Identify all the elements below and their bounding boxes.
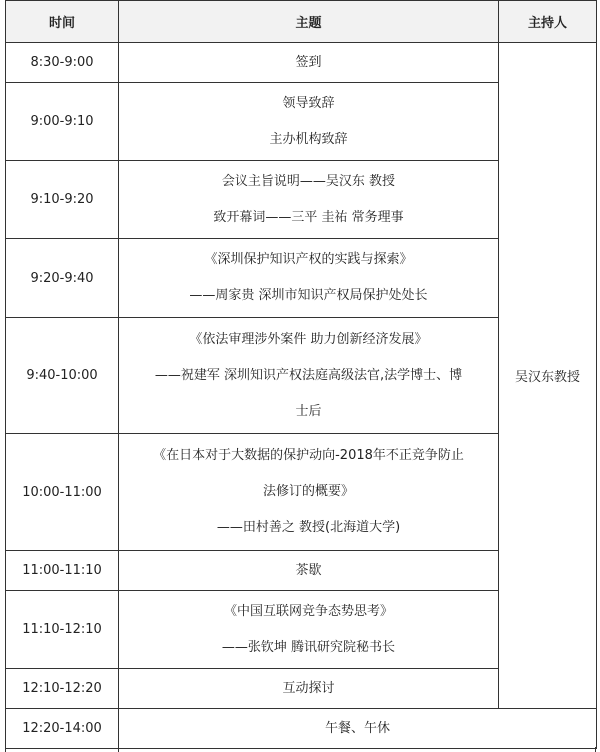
header-time: 时间	[6, 1, 119, 43]
row-time: 9:10-9:20	[6, 161, 119, 239]
agenda-container	[5, 0, 597, 749]
host-cell: 吴汉东教授	[499, 43, 597, 709]
row-time: 11:00-11:10	[6, 551, 119, 591]
row-time: 12:20-14:00	[6, 709, 119, 749]
topic-line: 士后	[295, 403, 322, 419]
row-time: 12:10-12:20	[6, 669, 119, 709]
topic-line: 《深圳保护知识产权的实践与探索》	[204, 252, 413, 267]
topic-line: ——张钦坤 腾讯研究院秘书长	[221, 639, 396, 655]
header-topic: 主题	[119, 1, 499, 43]
row-topic	[119, 318, 499, 434]
topic-line: ——田村善之 教授(北海道大学)	[216, 520, 401, 535]
row-topic	[119, 551, 499, 591]
row-time: 8:30-9:00	[6, 43, 119, 83]
topic-line: 领导致辞	[282, 95, 335, 111]
topic-line: 《在日本对于大数据的保护动向-2018年不正竞争防止	[153, 448, 464, 463]
row-topic	[119, 239, 499, 318]
row-time: 9:20-9:40	[6, 239, 119, 318]
row-topic	[119, 709, 597, 749]
row-topic	[119, 669, 499, 709]
topic-line: 《依法审理涉外案件 助力创新经济发展》	[189, 331, 428, 347]
header-host: 主持人	[499, 1, 597, 43]
topic-line: 主办机构致辞	[269, 131, 348, 147]
table-row-lunch	[6, 709, 597, 749]
table-row	[6, 43, 597, 83]
row-topic	[119, 434, 499, 551]
topic-line: 互动探讨	[282, 680, 335, 696]
row-time: 10:00-11:00	[6, 434, 119, 551]
topic-line: ——周家贵 深圳市知识产权局保护处处长	[189, 288, 428, 303]
row-topic	[119, 83, 499, 161]
next-row-edge	[5, 747, 596, 752]
row-topic	[119, 43, 499, 83]
row-time: 9:00-9:10	[6, 83, 119, 161]
row-time: 9:40-10:00	[6, 318, 119, 434]
topic-line: 法修订的概要》	[262, 484, 354, 499]
agenda-table	[5, 0, 597, 749]
topic-line: 茶歇	[295, 562, 322, 578]
topic-line: 午餐、午休	[324, 720, 390, 736]
topic-line: ——祝建军 深圳知识产权法庭高级法官,法学博士、博	[154, 367, 463, 383]
topic-line: 致开幕词——三平 圭祐 常务理事	[213, 209, 404, 225]
topic-line: 《中国互联网竞争态势思考》	[223, 603, 393, 619]
header-row	[6, 1, 597, 43]
next-row-divider	[118, 747, 119, 752]
row-time: 11:10-12:10	[6, 591, 119, 669]
row-topic	[119, 161, 499, 239]
topic-line: 签到	[295, 54, 322, 70]
topic-line: 会议主旨说明——吴汉东 教授	[221, 173, 396, 189]
row-topic	[119, 591, 499, 669]
